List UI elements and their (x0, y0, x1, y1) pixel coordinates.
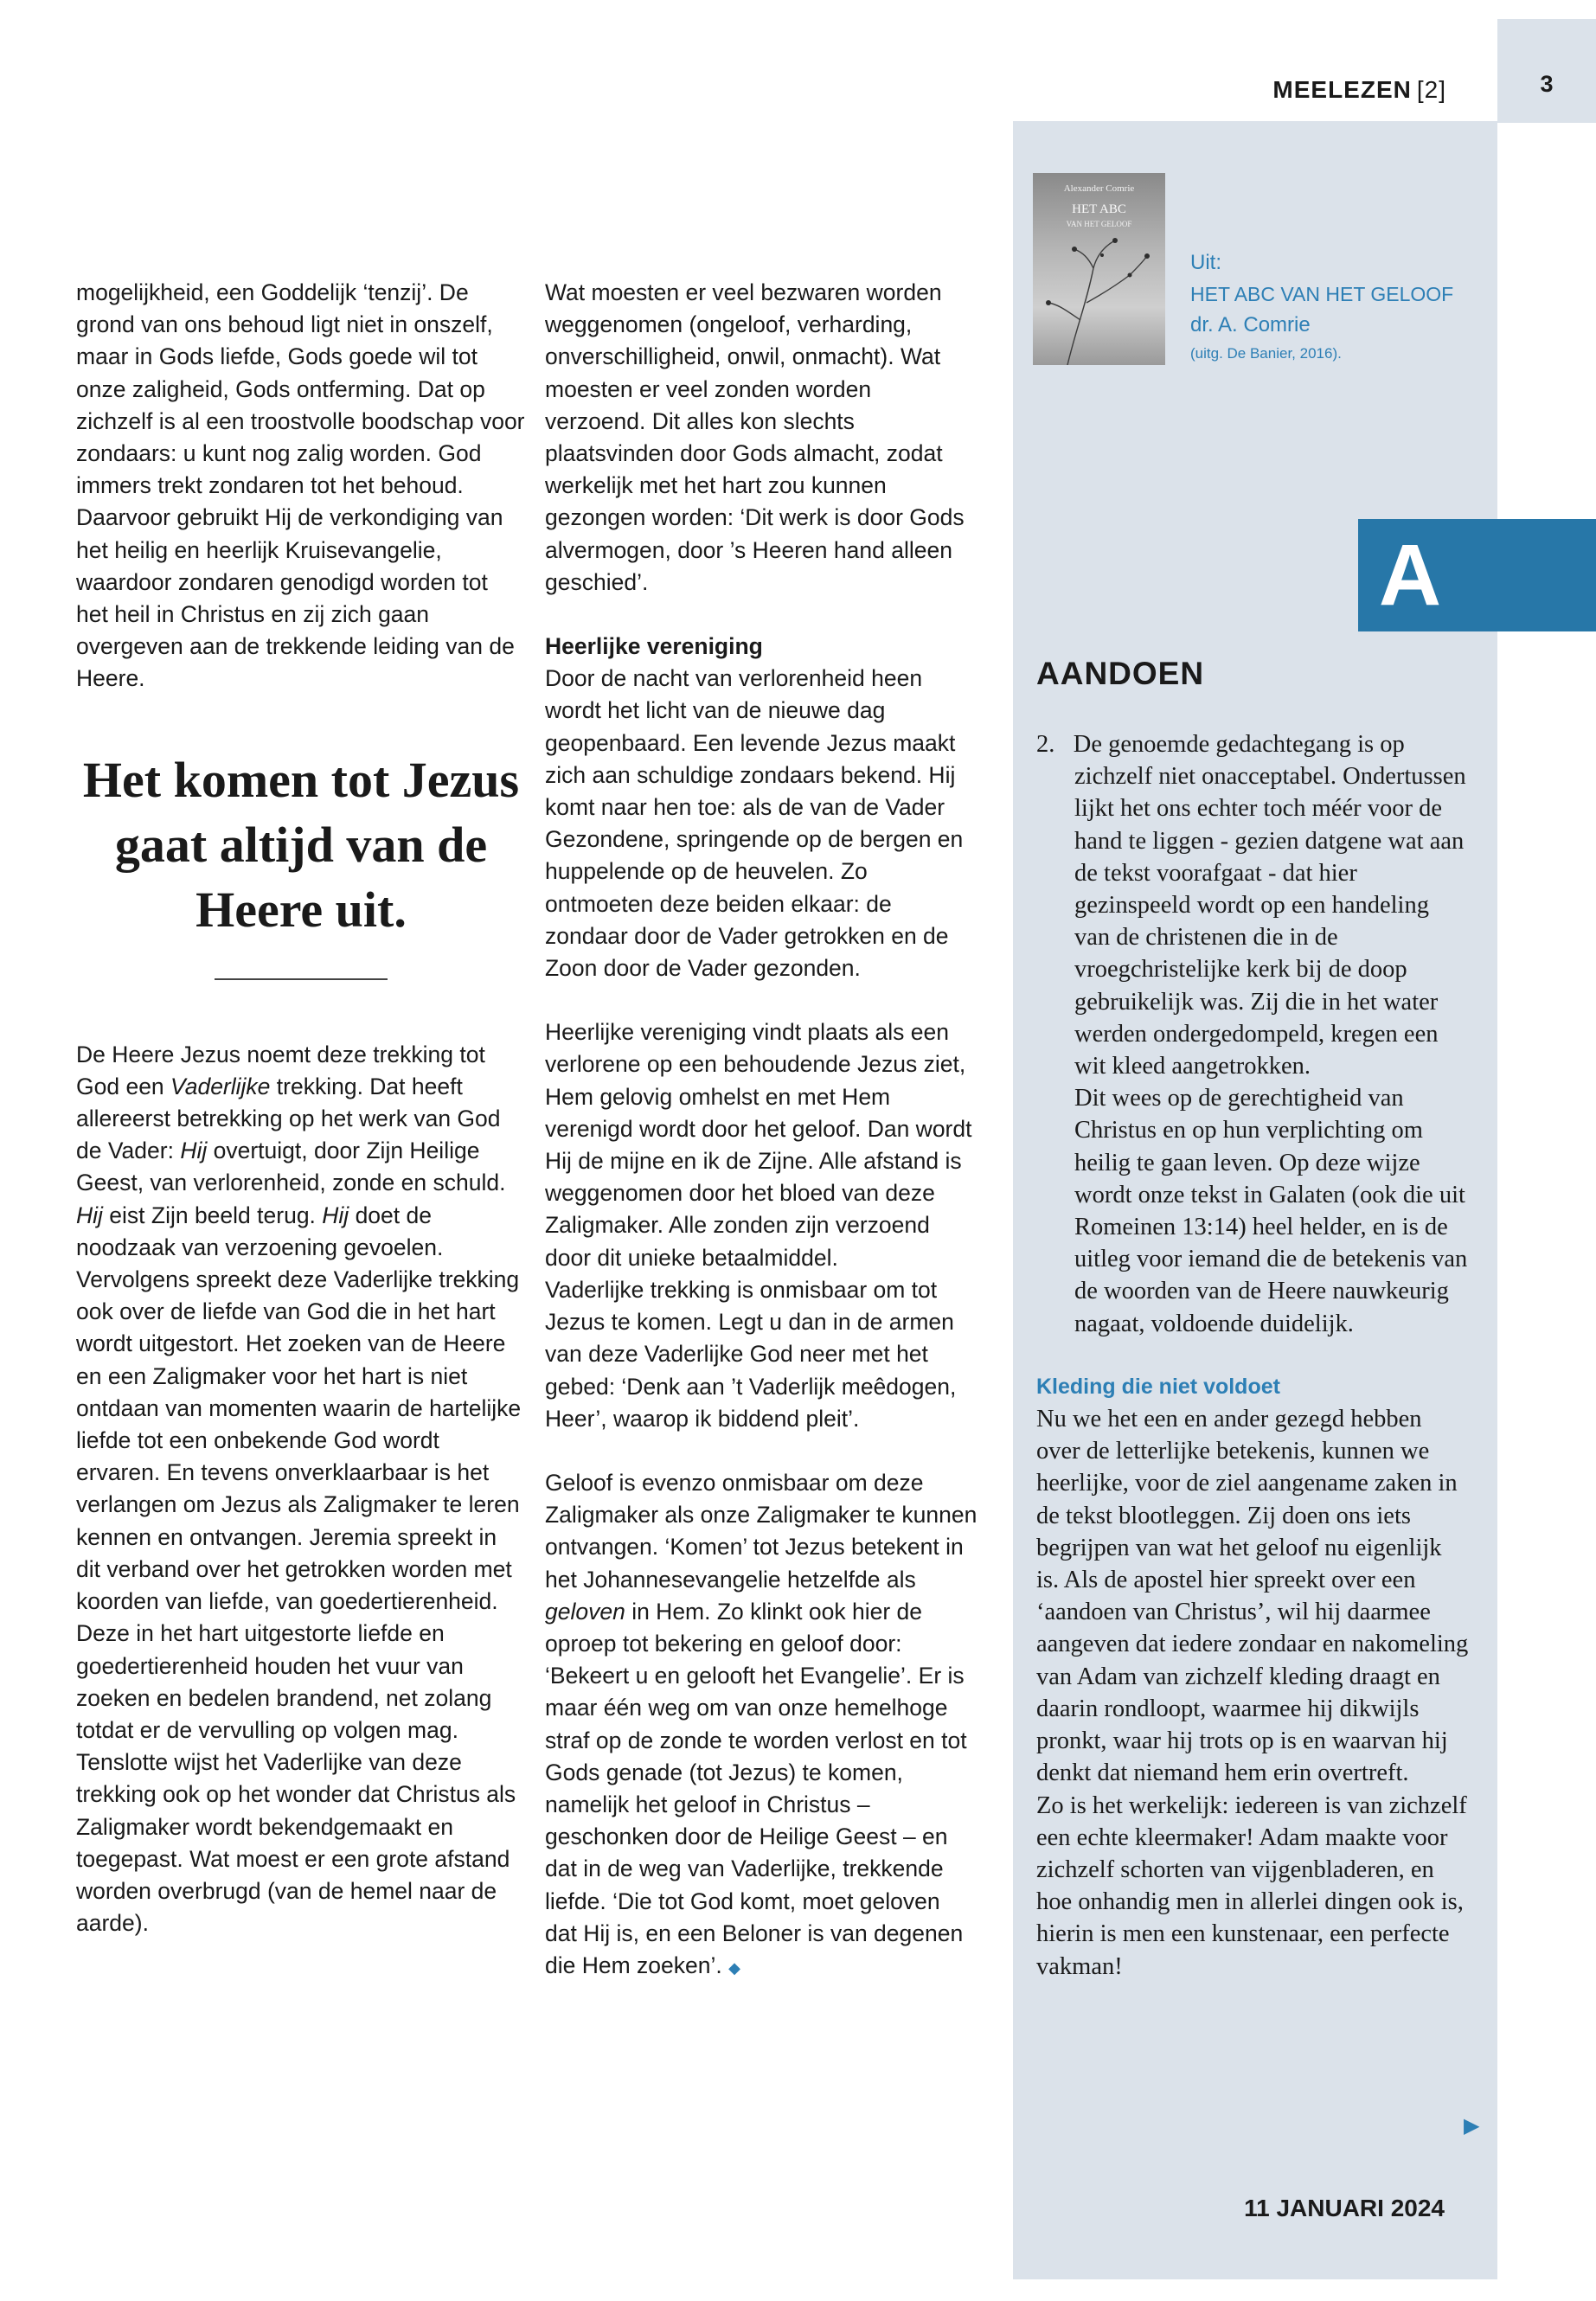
continue-arrow-icon: ▶ (1464, 2114, 1480, 2138)
paragraph: Zo is het werkelijk: iedereen is van zichzelf een echte kleermaker! Adam maakte voor zichzelf schorten van vijgenbladeren, en hoe onhandig men in allerlei dingen ook is, hierin is men een kunstenaar, een perfecte vakman! (1036, 1791, 1467, 1980)
pull-quote-divider (215, 978, 388, 980)
book-source (1190, 247, 1484, 367)
book-cover-image (1033, 173, 1165, 365)
subheading: Kleding die niet voldoet (1036, 1374, 1280, 1399)
subheading: Heerlijke vereniging (545, 633, 763, 660)
paragraph: Vervolgens spreekt deze Vaderlijke trekking ook over de liefde van God die in het hart wordt uitgestort. Het zoeken van de Heere en een Zaligmaker voor het hart is niet ontdaan van momenten waarin de hartelijke liefde tot een onbekende God wordt ervaren. En tevens onverklaarbaar is het verlangen om Jezus als Zaligmaker te leren kennen en ontvangen. Jeremia spreekt in dit verband over het getrokken worden met koorden van liefde, van goedertierenheid. Deze in het hart uitgestorte liefde en goedertierenheid houden het vuur van zoeken en bedelen brandend, net zolang totdat er de vervulling op volgen mag. (76, 1266, 522, 1743)
book-cover-subtitle: VAN HET GELOOF (1066, 220, 1132, 228)
paragraph: Nu we het een en ander gezegd hebben over de letterlijke betekenis, kunnen we heerlijke, voor de ziel aangename zaken in de tekst blootleggen. Zij doen ons iets begrijpen van wat het geloof nu eigenlijk is. Als de apostel hier spreekt over een ‘aandoen van Christus’, wil hij daarmee aangeven dat iedere zondaar en nakomeling van Adam van zichzelf kleding draagt en daarin rondloopt, waarmee hij dikwijls pronkt, waar hij trots op is en waarvan hij denkt dat niemand hem erin overtreft. (1036, 1406, 1469, 1787)
paragraph: Heerlijke vereniging vindt plaats als een verlorene op een behoudende Jezus ziet, Hem gelovig omhelst en met Hem verenigd wordt door het geloof. Dan wordt Hij de mijne en ik de Zijne. Alle afstand is weggenomen door het bloed van deze Zaligmaker. Alle zonden zijn verzoend door dit unieke betaalmiddel. (545, 1019, 972, 1271)
sidebar-title: AANDOEN (1036, 656, 1205, 691)
source-author: dr. A. Comrie (1190, 313, 1311, 336)
source-label: Uit: (1190, 251, 1221, 274)
issue-date: 11 JANUARI 2024 (1244, 2195, 1445, 2221)
paragraph: Door de nacht van verlorenheid heen wordt het licht van de nieuwe dag geopenbaard. Een levende Jezus maakt zich aan schuldige zondaars bekend. Hij komt naar hen toe: als de van de Vader Gezondene, springende op de bergen en huppelende op de heuvelen. Zo ontmoeten deze beiden elkaar: de zondaar door de Vader getrokken en de Zoon door de Vader gezonden. (545, 665, 964, 982)
item-number: 2. (1036, 731, 1055, 758)
sidebar-text (1036, 728, 1469, 1983)
pull-quote: Het komen tot Jezus gaat altijd van de Heere uit. (82, 751, 520, 938)
paragraph: De Heere Jezus noemt deze trekking tot God een Vaderlijke trekking. Dat heeft allereerst betrekking op het werk van God de Vader: Hij overtuigt, door Zijn Heilige Geest, van verlorenheid, zonde en schuld. Hij eist Zijn beeld terug. Hij doet de noodzaak van verzoening gevoelen. (76, 1041, 506, 1260)
section-name: MEELEZEN (1272, 76, 1412, 103)
section-letter: A (1378, 527, 1442, 624)
article-column-1 (76, 277, 526, 1939)
paragraph: Wat moesten er veel bezwaren worden weggenomen (ongeloof, verharding, onverschilligheid, onwil, onmacht). Wat moesten er veel zonden worden verzoend. Dit alles kon slechts plaatsvinden door Gods almacht, zodat werkelijk met het hart zou kunnen gezongen worden: ‘Dit werk is door Gods alvermogen, door ’s Heeren hand alleen geschied’. (545, 279, 965, 595)
book-cover-author: Alexander Comrie (1063, 183, 1135, 194)
numbered-item: 2. De genoemde gedachtegang is op zichzelf niet onacceptabel. Ondertussen lijkt het ons echter toch méér voor de hand te liggen - gezien datgene wat aan de tekst voorafgaat - dat hier gezinspeeld wordt op een handeling van de christenen die in de vroegchristelijke kerk bij de doop gebruikelijk was. Zij die in het water werden ondergedompeld, kregen een wit kleed aangetrokken. (1036, 731, 1466, 1080)
paragraph: Geloof is evenzo onmisbaar om deze Zaligmaker als onze Zaligmaker te kunnen ontvangen. ‘Komen’ tot Jezus betekent in het Johannesevangelie hetzelfde als geloven in Hem. Zo klinkt ook hier de oproep tot bekering en geloof door: ‘Bekeert u en gelooft het Evangelie’. Er is maar één weg om van onze hemelhoge straf op de zonde te worden verlost en tot Gods genade (tot Jezus) te komen, namelijk het geloof in Christus – geschonken door de Heilige Geest – en dat in de weg van Vaderlijke, trekkende liefde. ‘Die tot God komt, moet geloven dat Hij is, en een Beloner is van degenen die Hem zoeken’. ◆ (545, 1469, 977, 1978)
end-mark-icon: ◆ (728, 1958, 740, 1977)
paragraph: Vaderlijke trekking is onmisbaar om tot Jezus te komen. Legt u dan in de armen van deze Vaderlijke God neer met het gebed: ‘Denk aan ’t Vaderlijk meêdogen, Heer’, waarop ik biddend pleit’. (545, 1276, 957, 1432)
paragraph: Tenslotte wijst het Vaderlijke van deze trekking ook op het wonder dat Christus als Zaligmaker wordt bekendgemaakt en toegepast. Wat moest er een grote afstand worden overbrugd (van de hemel naar de aarde). (76, 1749, 516, 1937)
paragraph: mogelijkheid, een Goddelijk ‘tenzij’. De grond van ons behoud ligt niet in onszelf, maar in Gods liefde, Gods goede wil tot onze zaligheid, Gods ontferming. Dat op zichzelf is al een troostvolle boodschap voor zondaars: u kunt nog zalig worden. God immers trekt zondaren tot het behoud. Daarvoor gebruikt Hij de verkondiging van het heilig en heerlijk Kruisevangelie, waardoor zondaren genodigd worden tot het heil in Christus en zij zich gaan overgeven aan de trekkende leiding van de Heere. (76, 279, 525, 692)
source-publisher: (uitg. De Banier, 2016). (1190, 345, 1342, 362)
section-number: [2] (1416, 76, 1446, 103)
source-title: HET ABC VAN HET GELOOF (1190, 283, 1454, 305)
section-letter-badge (1358, 519, 1596, 631)
article-column-2 (545, 277, 977, 1984)
paragraph: Dit wees op de gerechtigheid van Christus en op hun verplichting om heilig te gaan leven. Op deze wijze wordt onze tekst in Galaten (ook die uit Romeinen 13:14) heel helder, en is de uitleg voor iemand die de betekenis van de woorden van de Heere nauwkeurig nagaat, voldoende duidelijk. (1074, 1085, 1468, 1337)
section-header (1272, 76, 1446, 104)
book-cover-title: HET ABC (1072, 202, 1126, 216)
page-number: 3 (1540, 71, 1554, 97)
